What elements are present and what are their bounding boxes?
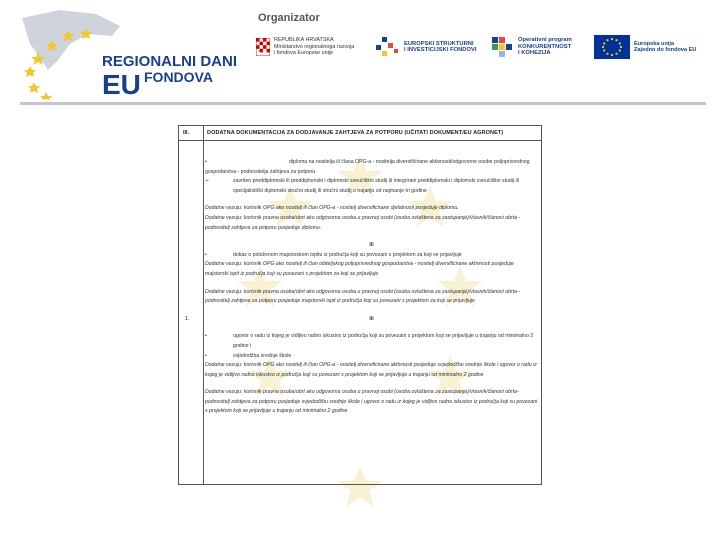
partner-eu-line2: Zajedno do fondova EU bbox=[634, 47, 697, 53]
list-item bbox=[205, 177, 538, 196]
item-studies: završen preddiplomski ili preddiplomski i diplomski sveučilišni studij ili integrirani preddiplomski i diplomski sveučilišni studij ili specijalistički diplomski stručni studij ili stručni studij u trajanju od najmanje tri godine bbox=[233, 178, 519, 194]
partner-ministry-line1: REPUBLIKA HRVATSKA bbox=[274, 37, 334, 44]
esi-funds-logo-icon bbox=[374, 35, 400, 59]
note-opg-school: Dodatne vezuju: korisnik OPG ako nositelj ili član OPG-a - nositelj diversificirane aktivnosti posjeduje svjedodžbu srednje škole i ugovor o radu iz kojeg je vidljivo radno iskustvo iz područja koji su povezani s projektom koji se prijavljuje u trajanju od minimalno 2 godine bbox=[205, 362, 537, 378]
partner-eu-line1: Europska unija bbox=[634, 40, 675, 47]
bullet-icon: • bbox=[205, 159, 207, 165]
list-item bbox=[205, 352, 538, 362]
bullet-icon: • bbox=[205, 333, 207, 340]
partner-ministry bbox=[256, 30, 354, 64]
list-item bbox=[205, 251, 538, 261]
partner-esi-line1: EUROPSKI STRUKTURNI bbox=[404, 40, 474, 47]
table-column-divider bbox=[203, 126, 204, 484]
or-separator: ili bbox=[369, 315, 374, 322]
item-master-exam: dokaz o položenom majstorskom ispitu iz područja koji su povezani s projektom za koji se prijavljuje bbox=[233, 251, 462, 258]
partner-ministry-line2: Ministarstvo regionalnoga razvoja bbox=[274, 43, 355, 50]
or-separator: ili bbox=[369, 242, 374, 249]
list-item bbox=[205, 158, 538, 177]
svg-text:REGIONALNI DANI: REGIONALNI DANI bbox=[102, 53, 237, 70]
organizer-label: Organizator bbox=[258, 12, 320, 24]
partner-eu bbox=[594, 30, 696, 64]
list-item bbox=[205, 332, 538, 351]
item-diploma: diploma na nositelja ili člana OPG-a - nositelja diversifićirane aktivnosti/odgovorne osobe poljoprivrednog gospodarstva - podnositelja zahtjeva za potporu bbox=[205, 159, 530, 175]
partner-esi-line2: I INVESTICIJSKI FONDOVI bbox=[404, 47, 477, 53]
note-opg-diploma: Dodatne vezuju: korisnik OPG ako nositelj ili član OPG-a - nositelj diversificirane djelatnosti posjeduje diplomu. bbox=[205, 205, 459, 212]
bullet-icon: • bbox=[205, 352, 207, 359]
table-row-content bbox=[205, 158, 538, 417]
note-opg-master-exam: Dodatne vezuju: korisnik OPG ako nositelj ili član obiteljskog poljoprivrednog gospodarstva - nositelj diversificirane aktivnosti posjeduje majstorski ispit iz područja koji su povezani s projektom za koji se prijavljuje bbox=[205, 261, 514, 277]
partner-ministry-line3: i fondova Europske unije bbox=[274, 50, 334, 57]
table-header-number: III. bbox=[183, 130, 190, 136]
note-legal-diploma: Dodatne vezuju: korisnik pravna osoba/obrt ako odgovorna osoba u pravnoj osobi (osoba ovlaštena za zastupanje)/vlasnik/članovi obrta - podnositelj zahtjeva za potporu posjeduje diplomu. bbox=[205, 214, 521, 231]
note-legal-school: Dodatne vezuju: korisnik pravna osoba/obrt ako odgovorna osoba u pravnoj osobi (osoba ovlaštena za zastupanje)/vlasnik/članovi obrta-podnositelj zahtjeva za potporu posjeduje svjedodžbu srednje škole i ugovor o radu iz kojeg je vidljivo radno iskustvo iz područja koji su povezani s projektom koji se prijavljuje u trajanju od minimalno 2 godine bbox=[205, 389, 538, 415]
regional-days-logo bbox=[0, 0, 250, 100]
partner-operational-programme bbox=[492, 30, 572, 64]
item-work-contract: ugovor o radu iz kojeg je vidljivo radno iskustvo iz područja koji su povezani s projektom koji se prijavljuje u trajanju od minimalno 2 godine i bbox=[233, 333, 534, 349]
note-legal-master-exam: Dodatne vezuju: korisnik pravna osoba/obrt ako odgovorna osoba u pravnoj osobi (osoba ovlaštena za zastupanje)/vlasnik/članovi obrta - podnositelj zahtjeva za potporu posjeduje majstorski ispit iz područja koji su povezani s projektom za koji se prijavljuje bbox=[205, 288, 521, 305]
partner-esi-funds bbox=[374, 30, 476, 64]
svg-text:EU: EU bbox=[102, 69, 141, 100]
table-header-title: DODATNA DOKUMENTACIJA ZA DODJAVANJE ZAHTJEVA ZA POTPORU (UČITATI DOKUMENT/EU AGRONET) bbox=[207, 130, 504, 136]
croatia-coat-of-arms-icon bbox=[256, 38, 270, 56]
partner-op-line2: KONKURENTNOST bbox=[518, 43, 572, 50]
table-header-divider bbox=[179, 140, 541, 141]
bullet-icon: • bbox=[205, 251, 207, 258]
arrow-bullet-icon: ➢ bbox=[205, 178, 210, 185]
operational-programme-logo-icon bbox=[492, 35, 514, 59]
partner-op-line1: Operativni program bbox=[518, 37, 572, 44]
eu-flag-icon bbox=[594, 35, 630, 59]
slide-header bbox=[0, 0, 720, 100]
item-school-certificate: svjedodžba srednje škole bbox=[233, 352, 292, 359]
table-row-number: 1. bbox=[185, 316, 190, 322]
svg-text:FONDOVA: FONDOVA bbox=[144, 69, 213, 85]
partner-op-line3: I KOHEZIJA bbox=[518, 50, 551, 57]
